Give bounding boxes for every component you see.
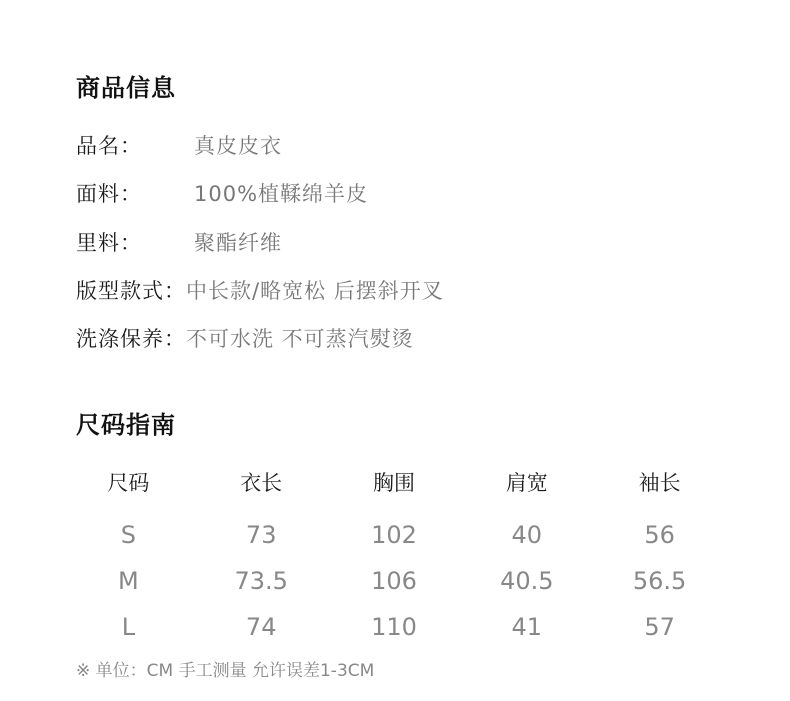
info-value: 不可水洗 不可蒸汽熨烫 (186, 327, 414, 351)
table-cell: 40.5 (500, 567, 554, 595)
column-header: 胸围 (372, 471, 415, 495)
column-header: 袖长 (638, 471, 681, 495)
table-cell: 56 (644, 521, 675, 549)
product-info-title: 商品信息 (76, 74, 176, 102)
table-cell: 40 (511, 521, 543, 549)
info-row-name (76, 130, 282, 162)
column-header: 衣长 (240, 471, 283, 495)
table-cell: 73 (245, 521, 277, 549)
column-header: 肩宽 (505, 471, 548, 495)
info-row-fabric (76, 178, 368, 210)
info-value: 100%植鞣绵羊皮 (194, 182, 369, 206)
info-value: 聚酯纤维 (194, 231, 282, 255)
info-value: 真皮皮衣 (194, 134, 282, 158)
table-row (62, 604, 726, 650)
info-label: 里料： (76, 231, 142, 255)
table-cell: 73.5 (234, 567, 288, 595)
table-cell: 110 (371, 613, 417, 641)
table-cell: L (121, 613, 136, 641)
table-cell: 74 (245, 613, 277, 641)
info-label: 面料： (76, 182, 142, 206)
size-table-header (62, 462, 726, 502)
column-header: 尺码 (107, 471, 150, 495)
table-cell: M (118, 567, 139, 595)
info-label: 品名： (76, 134, 142, 158)
info-value: 中长款/略宽松 后摆斜开叉 (186, 279, 444, 303)
info-label: 洗涤保养： (76, 327, 186, 351)
table-cell: 56.5 (632, 567, 687, 595)
table-cell: 102 (371, 521, 417, 549)
table-row (62, 512, 726, 558)
info-label: 版型款式： (76, 279, 186, 303)
table-cell: 57 (644, 613, 675, 641)
info-row-care (76, 323, 414, 355)
table-cell: 41 (511, 613, 543, 641)
size-table (62, 462, 726, 650)
info-row-lining (76, 227, 282, 259)
measurement-note: ※ 单位：CM 手工测量 允许误差1-3CM (76, 661, 375, 681)
info-row-style (76, 275, 444, 307)
table-row (62, 558, 726, 604)
size-guide-title: 尺码指南 (76, 411, 176, 439)
table-cell: S (120, 521, 137, 549)
table-cell: 106 (371, 567, 417, 595)
